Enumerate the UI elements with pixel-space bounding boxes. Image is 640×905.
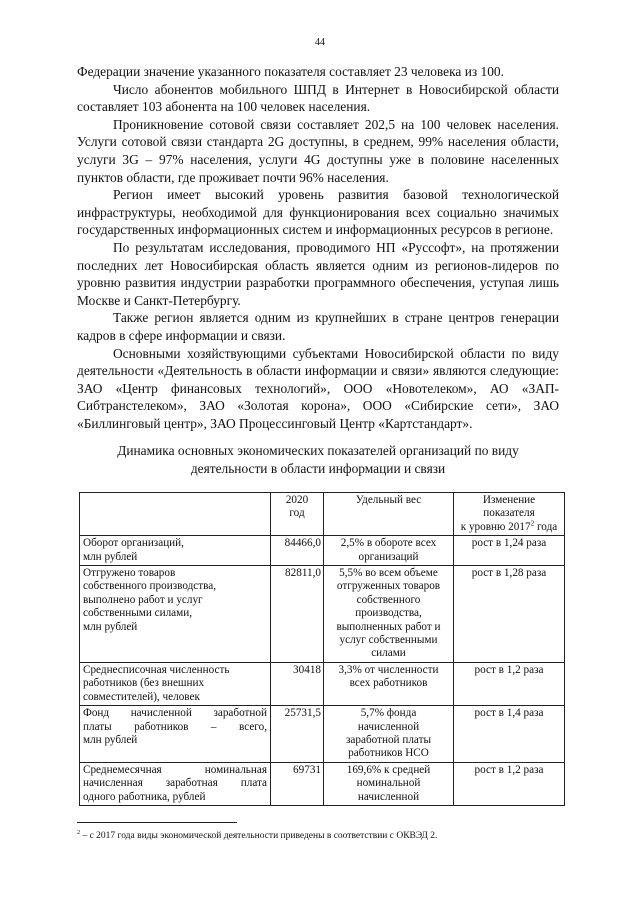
indicator-name-line: совместителей), человек bbox=[83, 690, 200, 703]
indicator-name-line: Среднемесячная номинальная bbox=[83, 763, 267, 776]
share-value-line: 5,7% фонда bbox=[360, 707, 417, 720]
indicator-name-line: Фонд начисленной заработной bbox=[83, 707, 267, 720]
header-year bbox=[271, 493, 324, 536]
share-value bbox=[324, 706, 454, 763]
change-value: рост в 1,24 раза bbox=[454, 536, 565, 566]
indicator-name-line: млн рублей bbox=[83, 550, 138, 563]
table-caption-line: Динамика основных экономических показателей организаций по виду bbox=[117, 443, 519, 458]
indicator-name bbox=[80, 706, 271, 763]
indicator-name-line: работников (без внешних bbox=[83, 677, 205, 690]
paragraph: Регион имеет высокий уровень развития базовой технологической инфраструктуры, необходимой для функционирования всех социально значимых государственных информационных систем и информационных ресурсов в регионе. bbox=[77, 187, 559, 238]
header-change-text: к уровню 2017 bbox=[460, 520, 531, 533]
header-change-line: Изменение показателя bbox=[482, 494, 536, 520]
paragraph: Число абонентов мобильного ШПД в Интернет в Новосибирской области составляет 103 абонента на 100 человек населения. bbox=[77, 81, 559, 115]
indicator-name bbox=[80, 566, 271, 663]
indicator-name-line: млн рублей bbox=[83, 620, 138, 633]
share-value-line: начисленной bbox=[357, 720, 420, 733]
value-2020: 25731,5 bbox=[271, 706, 324, 763]
share-value-line: услуг собственными bbox=[339, 634, 438, 647]
indicator-name-line: Оборот организаций, bbox=[83, 537, 184, 550]
share-value-line: 3,3% от численности bbox=[338, 663, 439, 676]
change-value: рост в 1,2 раза bbox=[454, 762, 565, 805]
share-value-line: производства, bbox=[355, 607, 422, 620]
indicator-name-line: одного работника, рублей bbox=[83, 790, 206, 803]
share-value-line: 5,5% во всем объеме bbox=[339, 567, 438, 580]
table-body bbox=[80, 536, 565, 806]
header-change bbox=[454, 493, 565, 536]
change-value: рост в 1,28 раза bbox=[454, 566, 565, 663]
share-value-line: 2,5% в обороте всех bbox=[340, 537, 437, 550]
share-value-line: работников НСО bbox=[348, 747, 429, 760]
indicator-name bbox=[80, 662, 271, 705]
header-year-line: 2020 bbox=[285, 494, 309, 506]
table-row bbox=[80, 662, 565, 705]
share-value bbox=[324, 662, 454, 705]
table-caption-line: деятельности в области информации и связи bbox=[190, 460, 446, 476]
share-value bbox=[324, 762, 454, 805]
header-year-line: год bbox=[289, 507, 305, 520]
indicator-name bbox=[80, 762, 271, 805]
paragraph: Проникновение сотовой связи составляет 202,5 на 100 человек населения. Услуги сотовой связи стандарта 2G доступны, в среднем, 99% населения области, услуги 3G – 97% населения, услуги 4G доступны уже в половине населенных пунктов области, где проживает почти 96% населения. bbox=[77, 116, 559, 185]
indicator-name-line: собственного производства, bbox=[83, 580, 217, 593]
value-2020: 84466,0 bbox=[271, 536, 324, 566]
indicator-name bbox=[80, 536, 271, 566]
paragraph: Федерации значение указанного показателя составляет 23 человека из 100. bbox=[77, 64, 504, 79]
share-value-line: 169,6% к средней bbox=[346, 763, 431, 776]
indicator-name-line: Отгружено товаров bbox=[83, 567, 176, 580]
share-value-line: выполненных работ и bbox=[336, 620, 441, 633]
header-share: Удельный вес bbox=[324, 493, 454, 536]
indicators-table bbox=[79, 492, 565, 806]
change-value: рост в 1,2 раза bbox=[454, 662, 565, 705]
share-value bbox=[324, 566, 454, 663]
indicator-name-line: выполнено работ и услуг bbox=[83, 593, 203, 606]
share-value-line: начисленной bbox=[357, 790, 420, 803]
page-number: 44 bbox=[315, 37, 325, 48]
share-value-line: отгруженных товаров bbox=[336, 580, 441, 593]
header-indicator bbox=[80, 493, 271, 536]
footnote-mark: 2 bbox=[77, 829, 81, 836]
share-value-line: всех работников bbox=[349, 677, 428, 690]
paragraph: Основными хозяйствующими субъектами Новосибирской области по виду деятельности «Деятельность в области информации и связи» являются следующие: ЗАО «Центр финансовых технологий», ООО «Новотелеком», АО «ЗАП-Сибтранстелеком», ЗАО «Золотая корона», ООО «Сибирские сети», ЗАО «Биллинговый центр», ЗАО Процессинговый Центр «Картстандарт». bbox=[77, 345, 559, 431]
table-header-row bbox=[80, 493, 565, 536]
value-2020: 82811,0 bbox=[271, 566, 324, 663]
header-change-text: года bbox=[534, 520, 558, 533]
footnote-divider bbox=[77, 822, 237, 823]
share-value-line: организаций bbox=[358, 550, 419, 563]
indicator-name-line: Среднесписочная численность bbox=[83, 663, 230, 676]
share-value-line: собственного bbox=[356, 593, 421, 606]
paragraph: По результатам исследования, проводимого НП «Руссофт», на протяжении последних лет Новосибирская область является одним из регионов-лидеров по уровню развития индустрии разработки программного обеспечения, уступая лишь Москве и Санкт-Петербургу. bbox=[77, 239, 559, 308]
footnote-text: – с 2017 года виды экономической деятельности приведены в соответствии с ОКВЭД 2. bbox=[80, 831, 438, 841]
share-value-line: силами bbox=[371, 647, 406, 660]
paragraph: Также регион является одним из крупнейших в стране центров генерации кадров в сфере информации и связи. bbox=[77, 310, 559, 343]
footnote bbox=[77, 830, 559, 842]
table-row bbox=[80, 566, 565, 663]
footnote-reference: 2 bbox=[530, 519, 535, 528]
share-value-line: номинальной bbox=[356, 777, 421, 790]
indicator-name-line: млн рублей bbox=[83, 733, 138, 746]
change-value: рост в 1,4 раза bbox=[454, 706, 565, 763]
value-2020: 69731 bbox=[271, 762, 324, 805]
share-value bbox=[324, 536, 454, 566]
indicator-name-line: платы работников – всего, bbox=[83, 720, 267, 733]
indicator-name-line: начисленная заработная плата bbox=[83, 777, 267, 790]
table-row bbox=[80, 536, 565, 566]
value-2020: 30418 bbox=[271, 662, 324, 705]
table-row bbox=[80, 762, 565, 805]
share-value-line: заработной платы bbox=[346, 733, 431, 746]
table-caption bbox=[77, 442, 559, 477]
body-text bbox=[77, 63, 559, 432]
indicator-name-line: собственными силами, bbox=[83, 607, 193, 620]
table-row bbox=[80, 706, 565, 763]
header-change-line bbox=[457, 521, 561, 534]
